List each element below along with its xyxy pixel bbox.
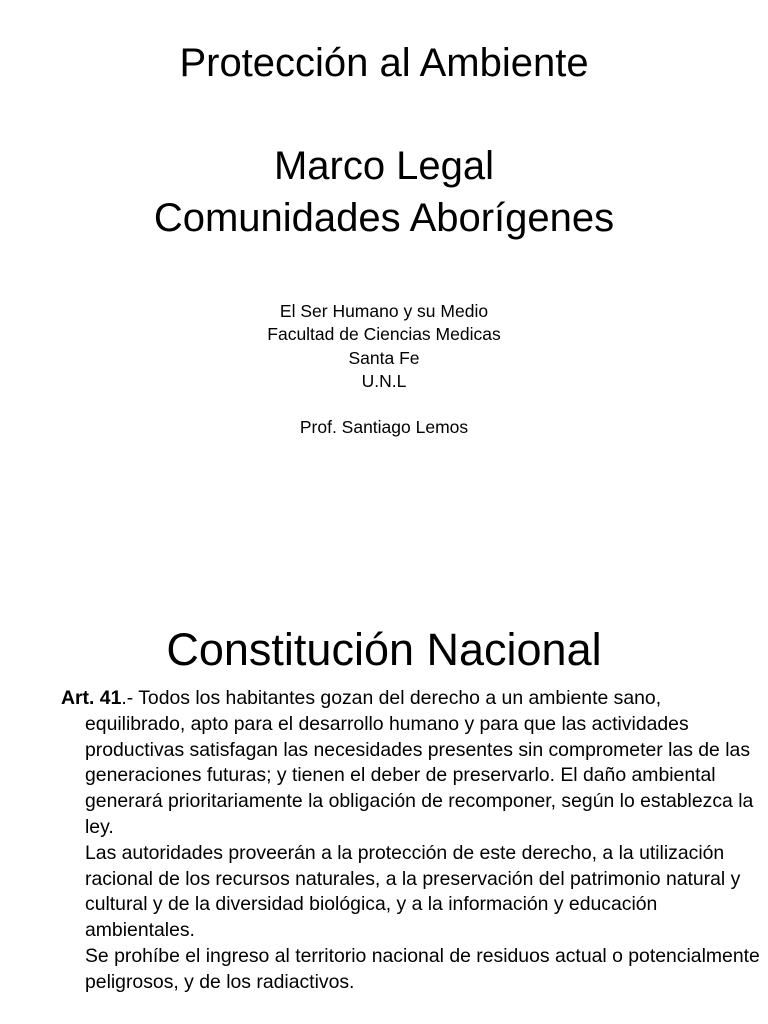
university-name: U.N.L	[361, 370, 407, 391]
course-name: El Ser Humano y su Medio	[279, 301, 489, 321]
article-paragraph-2: Las autoridades proveerán a la protección de este derecho, a la utilización racional de los recursos naturales, a la preservación del patrimonio natural y cultural y de la diversidad biológica, y a la información y educación ambientales.	[85, 841, 741, 942]
professor-name: Prof. Santiago Lemos	[299, 417, 469, 438]
title-line-protection: Protección al Ambiente	[179, 41, 589, 85]
article-paragraph-3: Se prohíbe el ingreso al territorio nacional de residuos actual o potencialmente peligrosos, y de los radiactivos.	[85, 944, 760, 993]
faculty-name: Facultad de Ciencias Medicas	[267, 324, 501, 345]
course-info	[0, 300, 768, 440]
title-line-legal-framework: Marco Legal	[273, 144, 495, 188]
section-title: Constitución Nacional	[166, 624, 602, 675]
info-spacer	[0, 393, 768, 416]
city-name: Santa Fe	[348, 347, 420, 368]
title-line-communities: Comunidades Aborígenes	[153, 196, 615, 240]
constitution-slide	[0, 600, 768, 1024]
article-paragraph-1	[61, 686, 761, 841]
article-41	[61, 686, 761, 996]
article-label: Art. 41	[61, 687, 122, 709]
article-paragraph-1-text: .- Todos los habitantes gozan del derecho a un ambiente sano, equilibrado, apto para el desarrollo humano y para que las actividades productivas satisfagan las necesidades presentes sin comprometer las de las generaciones futuras; y tienen el deber de preservarlo. El daño ambiental generará prioritariamente la obligación de recomponer, según lo establezca la ley.	[85, 687, 754, 838]
